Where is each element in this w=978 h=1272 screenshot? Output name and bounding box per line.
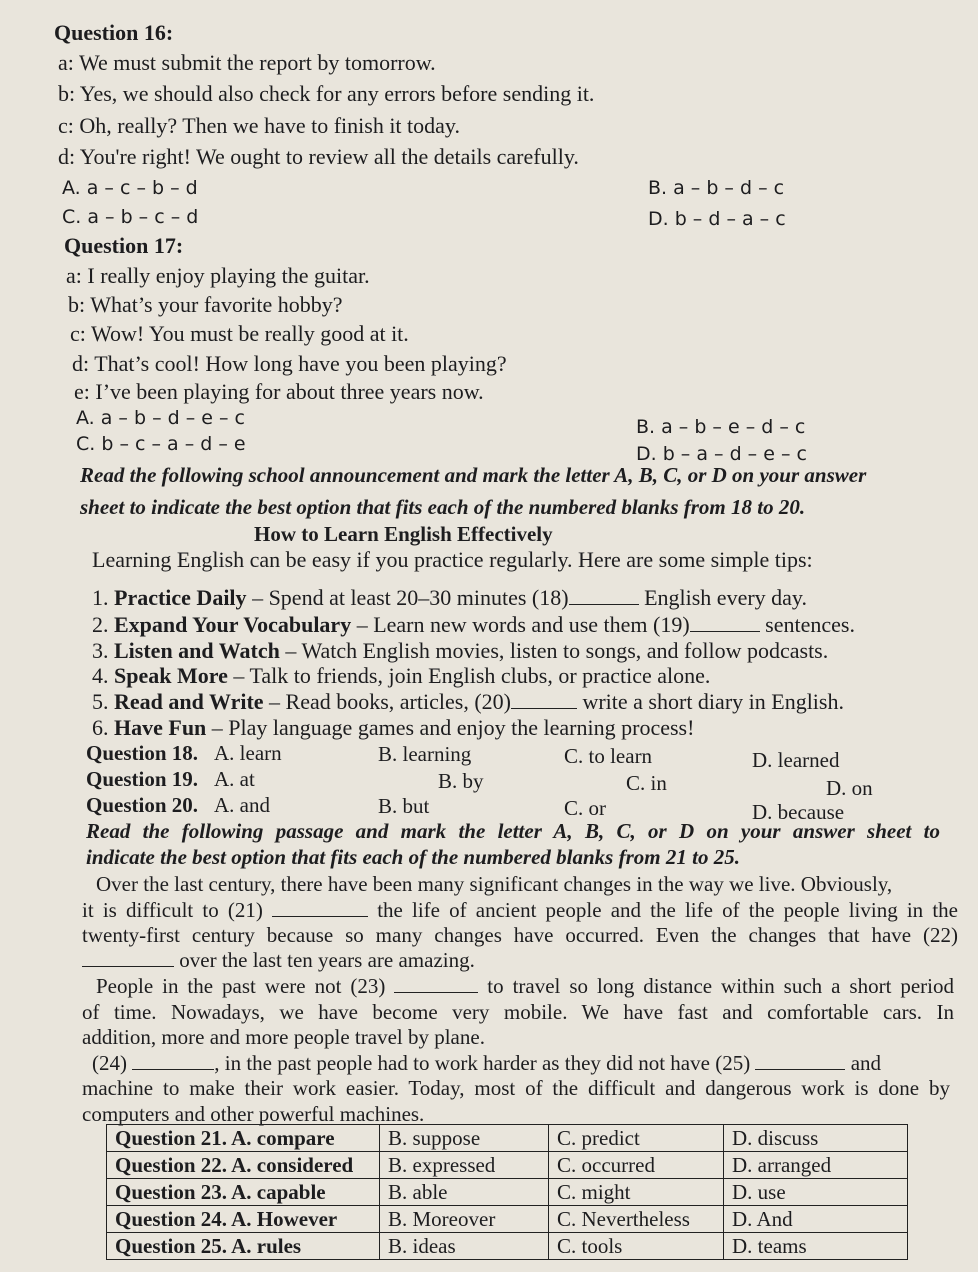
q16-line-b: b: Yes, we should also check for any errors before sending it. (58, 81, 595, 106)
q19-label: Question 19. (86, 767, 199, 791)
q19-option-b[interactable]: B. by (438, 769, 484, 793)
table-row (107, 1125, 908, 1152)
q21-option-c[interactable]: C. predict (549, 1125, 724, 1152)
q25-option-d[interactable]: D. teams (724, 1233, 908, 1260)
q21-label[interactable]: Question 21. A. compare (107, 1125, 380, 1152)
blank-19[interactable] (690, 613, 760, 632)
q20-option-d[interactable]: D. because (752, 800, 845, 824)
q24-option-c[interactable]: C. Nevertheless (549, 1206, 724, 1233)
blank-22[interactable] (82, 948, 174, 967)
q18-option-d[interactable]: D. learned (752, 748, 840, 772)
q17-option-c[interactable]: C. b – c – a – d – e (76, 433, 246, 455)
tip-3: 3. Listen and Watch – Watch English movies, listen to songs, and follow podcasts. (92, 638, 829, 663)
q16-option-a[interactable]: A. a – c – b – d (62, 177, 198, 199)
options-table (106, 1124, 908, 1260)
q19-option-a[interactable]: A. at (214, 767, 255, 791)
q17-line-c: c: Wow! You must be really good at it. (70, 321, 409, 346)
tip-1: 1. Practice Daily – Spend at least 20–30 minutes (18) English every day. (92, 585, 807, 610)
q23-option-c[interactable]: C. might (549, 1179, 724, 1206)
q17-option-b[interactable]: B. a – b – e – d – c (636, 416, 806, 438)
blank-21[interactable] (272, 898, 368, 917)
q24-option-d[interactable]: D. And (724, 1206, 908, 1233)
blank-20[interactable] (511, 690, 577, 709)
q17-option-a[interactable]: A. a – b – d – e – c (76, 407, 245, 429)
q22-option-c[interactable]: C. occurred (549, 1152, 724, 1179)
passage-p3-line2: machine to make their work easier. Today, most of the difficult and dangerous work is done by (82, 1076, 950, 1100)
q24-option-b[interactable]: B. Moreover (380, 1206, 549, 1233)
q19-option-d[interactable]: D. on (826, 776, 873, 800)
q25-option-b[interactable]: B. ideas (380, 1233, 549, 1260)
q18-label: Question 18. (86, 741, 199, 765)
passage-p3-line1: (24) , in the past people had to work harder as they did not have (25) and (92, 1051, 882, 1075)
section1-instruction-line2: sheet to indicate the best option that fits each of the numbered blanks from 18 to 20. (80, 495, 806, 519)
announcement-title: How to Learn English Effectively (254, 522, 553, 546)
table-row (107, 1179, 908, 1206)
passage-p2-line2: of time. Nowadays, we have become very mobile. We have fast and comfortable cars. In (82, 1000, 954, 1024)
q25-label[interactable]: Question 25. A. rules (107, 1233, 380, 1260)
q16-option-c[interactable]: C. a – b – c – d (62, 206, 199, 228)
tip-2: 2. Expand Your Vocabulary – Learn new words and use them (19) sentences. (92, 612, 855, 637)
q23-label[interactable]: Question 23. A. capable (107, 1179, 380, 1206)
table-row (107, 1206, 908, 1233)
q17-line-d: d: That’s cool! How long have you been playing? (72, 351, 507, 376)
q16-option-d[interactable]: D. b – d – a – c (648, 208, 786, 230)
tip-5: 5. Read and Write – Read books, articles, (20) write a short diary in English. (92, 689, 844, 714)
q16-line-a: a: We must submit the report by tomorrow. (58, 50, 436, 75)
q17-line-a: a: I really enjoy playing the guitar. (66, 263, 370, 288)
q22-option-d[interactable]: D. arranged (724, 1152, 908, 1179)
q23-option-d[interactable]: D. use (724, 1179, 908, 1206)
q17-title: Question 17: (64, 233, 184, 258)
q16-title: Question 16: (54, 20, 174, 45)
q16-line-c: c: Oh, really? Then we have to finish it today. (58, 113, 460, 138)
q20-label: Question 20. (86, 793, 199, 817)
passage-p3-line3: computers and other powerful machines. (82, 1102, 425, 1126)
q17-option-d[interactable]: D. b – a – d – e – c (636, 443, 807, 465)
tip-4: 4. Speak More – Talk to friends, join English clubs, or practice alone. (92, 663, 711, 688)
q21-option-b[interactable]: B. suppose (380, 1125, 549, 1152)
q18-option-b[interactable]: B. learning (378, 742, 472, 766)
q20-option-a[interactable]: A. and (214, 793, 270, 817)
announcement-intro: Learning English can be easy if you practice regularly. Here are some simple tips: (92, 547, 813, 572)
blank-24[interactable] (132, 1051, 214, 1070)
q18-option-c[interactable]: C. to learn (564, 744, 653, 768)
blank-25[interactable] (755, 1051, 845, 1070)
table-row (107, 1233, 908, 1260)
section2-instruction-line2: indicate the best option that fits each of the numbered blanks from 21 to 25. (86, 845, 740, 869)
q17-line-b: b: What’s your favorite hobby? (68, 292, 343, 317)
q16-line-d: d: You're right! We ought to review all the details carefully. (58, 144, 579, 169)
section2-instruction-line1: Read the following passage and mark the letter A, B, C, or D on your answer sheet to (86, 819, 940, 843)
q22-option-b[interactable]: B. expressed (380, 1152, 549, 1179)
passage-p1-line3: twenty-first century because so many changes have occurred. Even the changes that have (22) (82, 923, 958, 947)
q20-option-c[interactable]: C. or (564, 796, 606, 820)
q17-line-e: e: I’ve been playing for about three years now. (74, 379, 484, 404)
q20-option-b[interactable]: B. but (378, 794, 430, 818)
q23-option-b[interactable]: B. able (380, 1179, 549, 1206)
q22-label[interactable]: Question 22. A. considered (107, 1152, 380, 1179)
tip-6: 6. Have Fun – Play language games and enjoy the learning process! (92, 715, 695, 740)
passage-p1-line1: Over the last century, there have been many significant changes in the way we live. Obviously, (96, 872, 893, 896)
passage-p1-line4: over the last ten years are amazing. (82, 947, 475, 973)
q21-option-d[interactable]: D. discuss (724, 1125, 908, 1152)
q25-option-c[interactable]: C. tools (549, 1233, 724, 1260)
q24-label[interactable]: Question 24. A. However (107, 1206, 380, 1233)
blank-18[interactable] (569, 586, 639, 605)
passage-p2-line3: addition, more and more people travel by plane. (82, 1025, 485, 1049)
q19-option-c[interactable]: C. in (626, 771, 667, 795)
table-row (107, 1152, 908, 1179)
section1-instruction-line1: Read the following school announcement and mark the letter A, B, C, or D on your answer (80, 463, 867, 487)
q16-option-b[interactable]: B. a – b – d – c (648, 177, 785, 199)
q18-option-a[interactable]: A. learn (214, 741, 282, 765)
passage-p1-line2: it is difficult to (21) the life of ancient people and the life of the people living in the (82, 898, 958, 922)
blank-23[interactable] (394, 974, 478, 993)
passage-p2-line1: People in the past were not (23) to travel so long distance within such a short period (96, 974, 955, 998)
